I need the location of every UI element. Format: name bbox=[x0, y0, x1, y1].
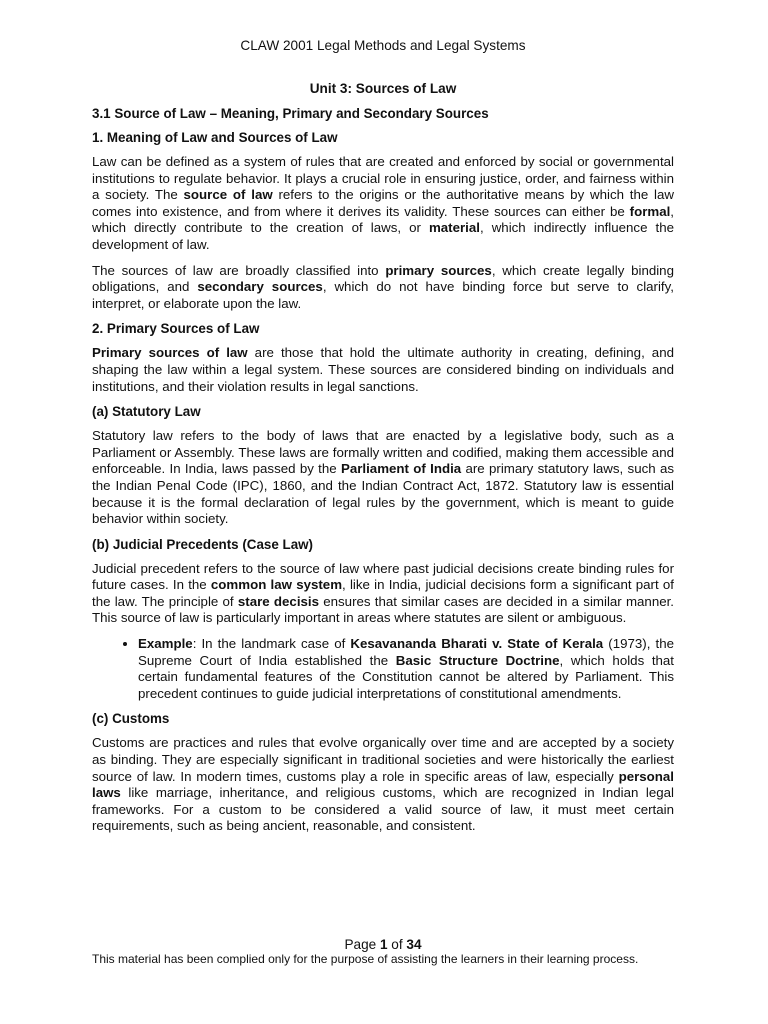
page-footer bbox=[92, 937, 674, 966]
course-title: CLAW 2001 Legal Methods and Legal Systems bbox=[240, 38, 526, 53]
bold-term: secondary sources bbox=[197, 279, 323, 295]
bold-term: primary sources bbox=[385, 262, 492, 278]
page-total: 34 bbox=[406, 937, 422, 952]
bold-term: Basic Structure Doctrine bbox=[395, 652, 560, 668]
paragraph-primary-sources: Primary sources of law are those that hold the ultimate authority in creating, defining, and shaping the law within a legal system. These sources are considered binding on individuals and institutions, and their violation results in legal sanctions. bbox=[92, 345, 674, 394]
paragraph-meaning-of-law: Law can be defined as a system of rules that are created and enforced by social or governmental institutions to regulate behavior. It plays a crucial role in ensuring justice, order, and fairness within a society. The source of law refers to the origins or the authoritative means by which the law comes into existence, and from where it derives its validity. These sources can either be formal, which directly contribute to the creation of laws, or material, which indirectly influence the development of law. bbox=[92, 154, 675, 252]
bold-term: personal laws bbox=[92, 768, 674, 801]
customs-heading: (c) Customs bbox=[92, 711, 170, 727]
page-current: 1 bbox=[379, 937, 388, 952]
bold-term: source of law bbox=[183, 187, 273, 203]
statutory-law-heading: (a) Statutory Law bbox=[92, 404, 201, 420]
bold-term: Primary sources of law bbox=[92, 345, 248, 361]
bold-term: Parliament of India bbox=[340, 461, 462, 477]
paragraph-statutory-law: Statutory law refers to the body of laws that are enacted by a legislative body, such as a Parliament or Assembly. These laws are formally written and codified, making them accessible and enforceable. In India, laws passed by the Parliament of India are primary statutory laws, such as the Indian Penal Code (IPC), 1860, and the Indian Contract Act, 1872. Statutory law is essential because it is the formal declaration of legal rules by the government, which is meant to guide behavior within society. bbox=[92, 428, 674, 527]
paragraph-customs: Customs are practices and rules that evolve organically over time and are accepted by a society as binding. They are especially significant in traditional societies and were historically the earliest source of law. In modern times, customs play a role in specific areas of law, especially personal laws like marriage, inheritance, and religious customs, which are recognized in Indian legal frameworks. For a custom to be considered a valid source of law, it must meet certain requirements, such as being ancient, reasonable, and consistent. bbox=[92, 735, 674, 834]
unit-title: Unit 3: Sources of Law bbox=[309, 81, 457, 96]
section-1-heading: 1. Meaning of Law and Sources of Law bbox=[92, 130, 338, 145]
bold-term: common law system bbox=[210, 577, 343, 593]
judicial-precedents-heading: (b) Judicial Precedents (Case Law) bbox=[92, 536, 314, 552]
paragraph-classification: The sources of law are broadly classified into primary sources, which create legally binding obligations, and secondary sources, which do not have binding force but serve to clarify, interpret, or elaborate upon the law. bbox=[92, 262, 674, 311]
document-page bbox=[92, 38, 674, 844]
section-2-heading: 2. Primary Sources of Law bbox=[92, 321, 260, 337]
list-item: • Example: In the landmark case of Kesavananda Bharati v. State of Kerala (1973), the Supreme Court of India established the Basic Structure Doctrine, which holds that certain fundamental features of the Constitution cannot be altered by Parliament. This precedent continues to guide judicial interpretations of constitutional amendments. bbox=[138, 636, 674, 702]
section-3-1-heading: 3.1 Source of Law – Meaning, Primary and Secondary Sources bbox=[92, 106, 489, 121]
disclaimer-text: This material has been complied only for the purpose of assisting the learners in their learning process. bbox=[92, 952, 639, 966]
bold-term: stare decisis bbox=[237, 593, 319, 609]
page-of: of bbox=[387, 937, 407, 952]
page-word: Page bbox=[344, 937, 380, 952]
bold-term: Example bbox=[138, 636, 193, 652]
example-list bbox=[92, 636, 674, 702]
paragraph-judicial-precedents: Judicial precedent refers to the source of law where past judicial decisions create binding rules for future cases. In the common law system, like in India, judicial decisions form a significant part of the law. The principle of stare decisis ensures that similar cases are decided in a similar manner. This source of law is particularly important in areas where statutes are silent or ambiguous. bbox=[92, 560, 674, 626]
bold-term: formal bbox=[629, 203, 671, 219]
page-number bbox=[92, 937, 674, 952]
bold-term: material bbox=[428, 220, 480, 236]
bold-term: Kesavananda Bharati v. State of Kerala bbox=[350, 636, 604, 652]
